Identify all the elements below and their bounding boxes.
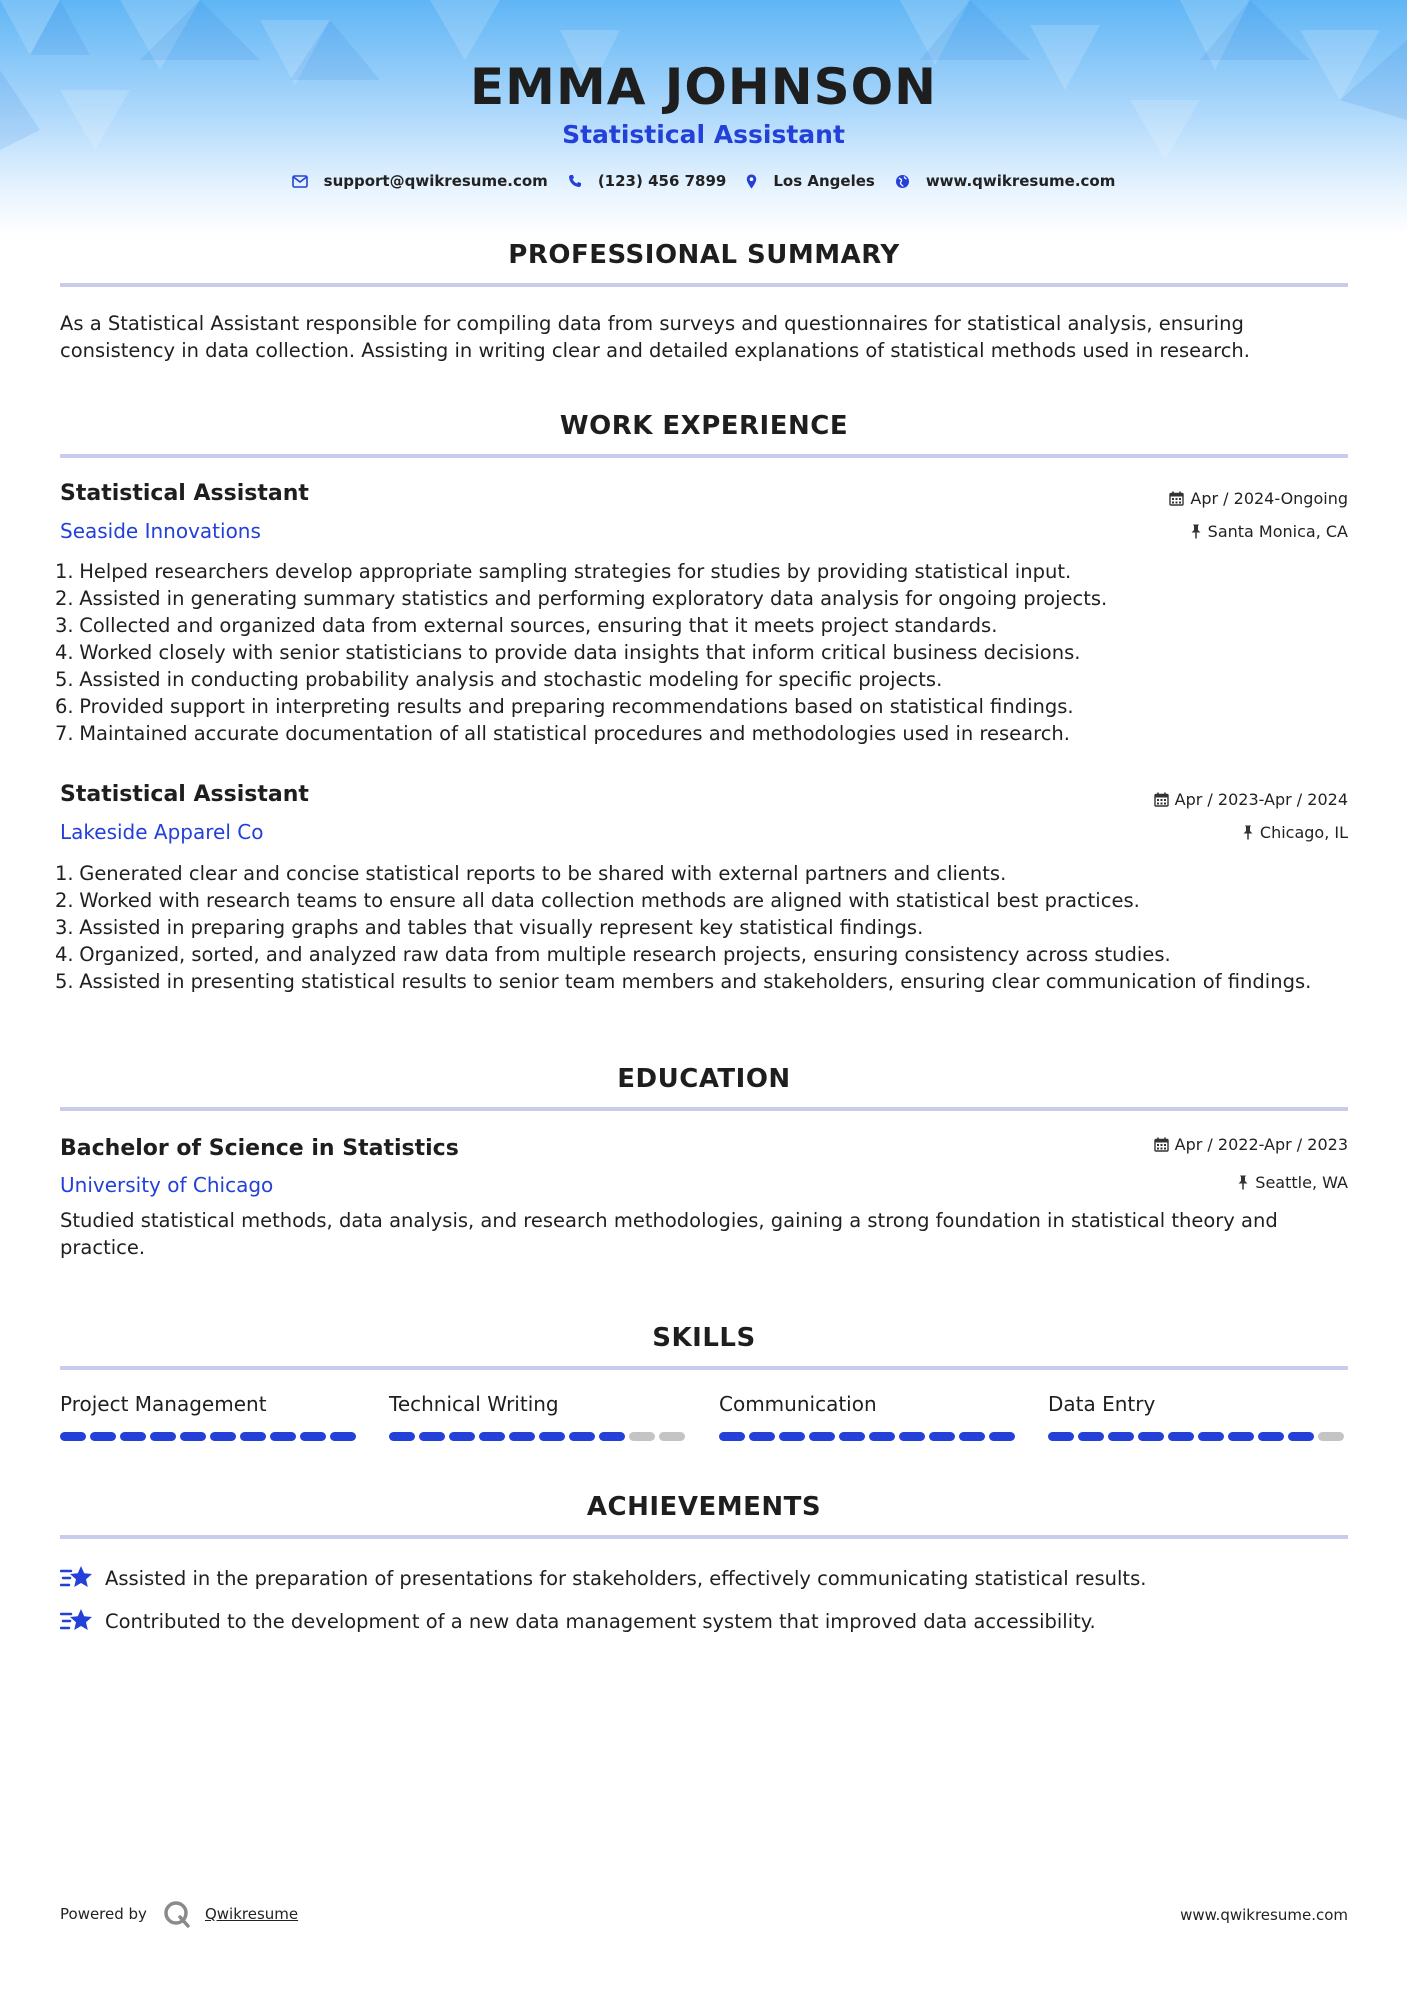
- skill-rating-bar: [719, 1432, 1019, 1441]
- job-location-text: Chicago, IL: [1259, 823, 1348, 842]
- phone-text: (123) 456 7899: [597, 172, 727, 190]
- skill-segment-filled: [929, 1432, 955, 1441]
- skill-segment-filled: [719, 1432, 745, 1441]
- list-item: 2. Assisted in generating summary statistics and performing exploratory data analysis for ongoing projects.: [55, 587, 1108, 610]
- skill-segment-filled: [899, 1432, 925, 1441]
- shooting-star-icon: [60, 1606, 93, 1636]
- achievement-item: [60, 1606, 1096, 1636]
- skills-divider: [60, 1366, 1348, 1370]
- envelope-icon: [292, 175, 308, 188]
- skill-rating-bar: [1048, 1432, 1348, 1441]
- skill-name: Technical Writing: [389, 1392, 559, 1416]
- job-company: Lakeside Apparel Co: [60, 820, 264, 844]
- education-heading: EDUCATION: [617, 1064, 791, 1094]
- job-location: [1190, 522, 1348, 541]
- skill-segment-filled: [1138, 1432, 1164, 1441]
- skill-rating-bar: [60, 1432, 360, 1441]
- skill-segment-filled: [959, 1432, 985, 1441]
- skill-segment-empty: [629, 1432, 655, 1441]
- skill-segment-filled: [479, 1432, 505, 1441]
- skill-segment-filled: [869, 1432, 895, 1441]
- skill-segment-filled: [569, 1432, 595, 1441]
- achievement-text: Assisted in the preparation of presentations for stakeholders, effectively communicating statistical results.: [105, 1566, 1147, 1590]
- job-title: Statistical Assistant: [60, 481, 309, 506]
- skill-name: Project Management: [60, 1392, 267, 1416]
- achievements-heading: ACHIEVEMENTS: [586, 1492, 822, 1522]
- skill-segment-filled: [1198, 1432, 1224, 1441]
- list-item: 6. Provided support in interpreting results and preparing recommendations based on statistical findings.: [55, 695, 1074, 718]
- location-text: Los Angeles: [773, 172, 875, 190]
- experience-divider: [60, 454, 1348, 458]
- summary-text: As a Statistical Assistant responsible for compiling data from surveys and questionnaires for statistical analysis, ensuring consistency in data collection. Assisting in writing clear and detailed explanations of statistical methods used in research.: [60, 312, 1250, 362]
- education-location: [1237, 1173, 1348, 1192]
- experience-heading: WORK EXPERIENCE: [559, 411, 849, 441]
- skill-segment-filled: [779, 1432, 805, 1441]
- job-company: Seaside Innovations: [60, 519, 261, 543]
- job-title: Statistical Assistant: [60, 782, 309, 807]
- calendar-icon: [1154, 792, 1169, 807]
- skill-segment-filled: [989, 1432, 1015, 1441]
- pushpin-icon: [1237, 1175, 1249, 1190]
- calendar-icon: [1154, 1137, 1169, 1152]
- list-item: 4. Organized, sorted, and analyzed raw data from multiple research projects, ensuring consistency across studies.: [55, 943, 1171, 966]
- education-dates: [1154, 1135, 1348, 1154]
- list-item: 3. Collected and organized data from external sources, ensuring that it meets project standards.: [55, 614, 998, 637]
- skills-heading: SKILLS: [652, 1323, 756, 1353]
- education-dates-text: Apr / 2022-Apr / 2023: [1174, 1135, 1348, 1154]
- website-text: www.qwikresume.com: [925, 172, 1116, 190]
- list-item: 7. Maintained accurate documentation of all statistical procedures and methodologies used in research.: [55, 722, 1070, 745]
- skill-segment-filled: [150, 1432, 176, 1441]
- triangle-pattern: [0, 0, 1407, 235]
- skill-rating-bar: [389, 1432, 689, 1441]
- job-dates-text: Apr / 2023-Apr / 2024: [1174, 790, 1348, 809]
- skill-item: [389, 1392, 689, 1441]
- phone-icon: [568, 174, 582, 188]
- list-item: 4. Worked closely with senior statisticians to provide data insights that inform critical business decisions.: [55, 641, 1081, 664]
- contact-website[interactable]: [895, 172, 1116, 190]
- powered-by-label: Powered by: [60, 1905, 147, 1923]
- pushpin-icon: [1190, 524, 1202, 539]
- contact-phone[interactable]: [568, 172, 727, 190]
- list-item: 1. Generated clear and concise statistical reports to be shared with external partners and clients.: [55, 862, 1007, 885]
- job-dates-text: Apr / 2024-Ongoing: [1190, 489, 1348, 508]
- candidate-name: EMMA JOHNSON: [470, 58, 937, 116]
- skill-segment-filled: [1228, 1432, 1254, 1441]
- footer-website[interactable]: www.qwikresume.com: [1180, 1906, 1348, 1924]
- list-item: 3. Assisted in preparing graphs and tables that visually represent key statistical findings.: [55, 916, 924, 939]
- skill-segment-filled: [809, 1432, 835, 1441]
- skill-segment-filled: [539, 1432, 565, 1441]
- calendar-icon: [1169, 491, 1184, 506]
- achievement-item: [60, 1563, 1146, 1593]
- skill-segment-filled: [240, 1432, 266, 1441]
- skill-segment-filled: [1048, 1432, 1074, 1441]
- skill-segment-filled: [839, 1432, 865, 1441]
- list-item: 5. Assisted in presenting statistical results to senior team members and stakeholders, ensuring clear communication of findings.: [55, 970, 1312, 993]
- education-location-text: Seattle, WA: [1255, 1173, 1348, 1192]
- contact-email[interactable]: [292, 172, 548, 190]
- skill-item: [1048, 1392, 1348, 1441]
- skill-item: [60, 1392, 360, 1441]
- skill-segment-filled: [389, 1432, 415, 1441]
- pushpin-icon: [1242, 825, 1254, 840]
- education-description: Studied statistical methods, data analysis, and research methodologies, gaining a strong foundation in statistical theory and practice.: [60, 1209, 1278, 1259]
- job-location-text: Santa Monica, CA: [1207, 522, 1348, 541]
- skill-segment-filled: [330, 1432, 356, 1441]
- skill-segment-filled: [509, 1432, 535, 1441]
- summary-heading: PROFESSIONAL SUMMARY: [508, 240, 900, 270]
- degree-title: Bachelor of Science in Statistics: [60, 1136, 459, 1161]
- achievements-divider: [60, 1535, 1348, 1539]
- education-divider: [60, 1107, 1348, 1111]
- skill-segment-filled: [90, 1432, 116, 1441]
- skill-segment-filled: [1078, 1432, 1104, 1441]
- skill-segment-filled: [1108, 1432, 1134, 1441]
- list-item: 2. Worked with research teams to ensure all data collection methods are aligned with statistical best practices.: [55, 889, 1140, 912]
- skill-name: Data Entry: [1048, 1392, 1156, 1416]
- contact-bar: [0, 172, 1407, 190]
- list-item: 5. Assisted in conducting probability analysis and stochastic modeling for specific projects.: [55, 668, 943, 691]
- skill-segment-empty: [1318, 1432, 1344, 1441]
- footer-powered-by: [60, 1900, 298, 1928]
- header-background: [0, 0, 1407, 235]
- candidate-role: Statistical Assistant: [562, 120, 845, 149]
- skill-segment-filled: [210, 1432, 236, 1441]
- job-bullets: [55, 558, 1360, 747]
- skill-segment-filled: [749, 1432, 775, 1441]
- school-name: University of Chicago: [60, 1173, 274, 1197]
- skill-segment-filled: [120, 1432, 146, 1441]
- map-pin-icon: [746, 174, 757, 189]
- skill-segment-filled: [180, 1432, 206, 1441]
- list-item: 1. Helped researchers develop appropriate sampling strategies for studies by providing statistical input.: [55, 560, 1072, 583]
- job-dates: [1154, 790, 1348, 809]
- skill-segment-filled: [1168, 1432, 1194, 1441]
- shooting-star-icon: [60, 1563, 93, 1593]
- achievement-text: Contributed to the development of a new data management system that improved data accessibility.: [105, 1609, 1096, 1633]
- job-location: [1242, 823, 1348, 842]
- contact-location: [746, 172, 874, 190]
- skill-segment-filled: [270, 1432, 296, 1441]
- qwikresume-logo-icon: [163, 1900, 191, 1928]
- summary-divider: [60, 283, 1348, 287]
- job-dates: [1169, 489, 1348, 508]
- skill-segment-filled: [599, 1432, 625, 1441]
- skill-item: [719, 1392, 1019, 1441]
- email-text: support@qwikresume.com: [323, 172, 548, 190]
- skill-segment-filled: [449, 1432, 475, 1441]
- globe-icon: [895, 174, 910, 189]
- skill-name: Communication: [719, 1392, 877, 1416]
- skill-segment-filled: [1258, 1432, 1284, 1441]
- skill-segment-filled: [1288, 1432, 1314, 1441]
- skill-segment-filled: [60, 1432, 86, 1441]
- skill-segment-filled: [300, 1432, 326, 1441]
- job-bullets: [55, 860, 1360, 995]
- qwikresume-link[interactable]: Qwikresume: [204, 1905, 299, 1923]
- skill-segment-empty: [659, 1432, 685, 1441]
- skill-segment-filled: [419, 1432, 445, 1441]
